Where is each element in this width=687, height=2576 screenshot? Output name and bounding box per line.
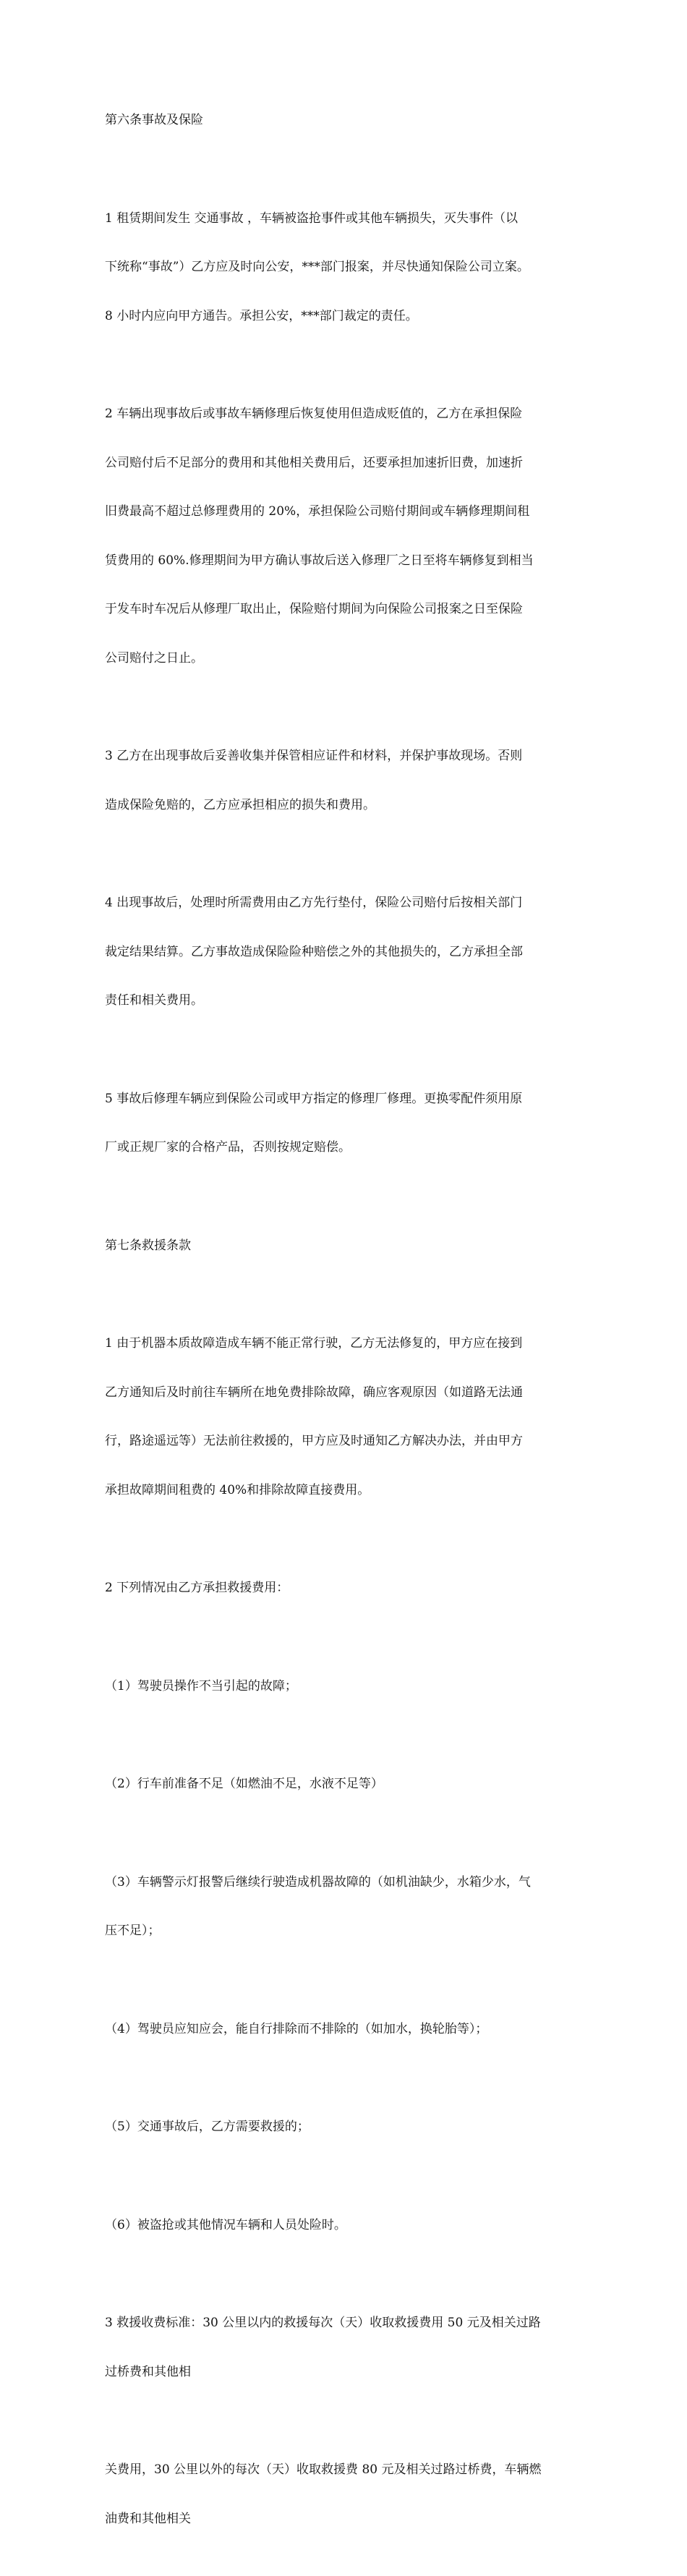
text-line: （6）被盗抢或其他情况车辆和人员处险时。 [105, 2217, 346, 2232]
text-line: （4）驾驶员应知应会，能自行排除而不排除的（如加水，换轮胎等）； [105, 2021, 488, 2036]
document-body [105, 80, 589, 2576]
paragraph-7-1 [105, 1303, 589, 1531]
text-line: 行，路途遥远等）无法前往救援的，甲方应及时通知乙方解决办法，并由甲方 [105, 1434, 523, 1448]
text-line: 责任和相关费用。 [105, 993, 203, 1008]
text-line: 油费和其他相关 [105, 2511, 191, 2526]
text-line: 4 出现事故后，处理时所需费用由乙方先行垫付，保险公司赔付后按相关部门 [105, 896, 523, 910]
text-line: 厂或正规厂家的合格产品，否则按规定赔偿。 [105, 1140, 351, 1155]
paragraph-6-2 [105, 373, 589, 699]
text-line: 下统称“事故”）乙方应及时向公安，***部门报案，并尽快通知保险公司立案。 [105, 260, 529, 274]
text-line: 承担故障期间租费的 40%和排除故障直接费用。 [105, 1482, 370, 1497]
text-line: 第七条救援条款 [105, 1238, 191, 1253]
text-line: （1）驾驶员操作不当引起的故障； [105, 1678, 297, 1693]
text-line: 8 小时内应向甲方通告。承担公安，***部门裁定的责任。 [105, 308, 418, 323]
paragraph-6-1 [105, 178, 589, 357]
text-line: 乙方通知后及时前往车辆所在地免费排除故障，确应客观原因（如道路无法通 [105, 1385, 523, 1400]
text-line: 旧费最高不超过总修理费用的 20%，承担保险公司赔付期间或车辆修理期间租 [105, 504, 530, 519]
text-line: 5 事故后修理车辆应到保险公司或甲方指定的修理厂修理。更换零配件须用原 [105, 1091, 523, 1106]
text-line: （3）车辆警示灯报警后继续行驶造成机器故障的（如机油缺少，水箱少水，气 [105, 1874, 531, 1890]
text-line: 1 由于机器本质故障造成车辆不能正常行驶，乙方无法修复的，甲方应在接到 [105, 1336, 523, 1351]
paragraph-6-4 [105, 862, 589, 1042]
text-line: 2 下列情况由乙方承担救援费用： [105, 1581, 289, 1595]
paragraph-7-3-continued [105, 2429, 589, 2559]
text-line: 1 租赁期间发生 交通事故 ，车辆被盗抢事件或其他车辆损失，灭失事件（以 [105, 211, 519, 226]
list-item-2 [105, 1743, 589, 1825]
text-line: 裁定结果结算。乙方事故造成保险险种赔偿之外的其他损失的，乙方承担全部 [105, 944, 523, 959]
text-line: 关费用，30 公里以外的每次（天）收取救援费 80 元及相关过路过桥费，车辆燃 [105, 2462, 542, 2477]
list-item-5 [105, 2086, 589, 2168]
text-line: 造成保险免赔的，乙方应承担相应的损失和费用。 [105, 797, 375, 812]
text-line: 公司赔付后不足部分的费用和其他相关费用后，还要承担加速折旧费，加速折 [105, 455, 523, 470]
paragraph-6-5 [105, 1058, 589, 1189]
text-line: 第六条事故及保险 [105, 113, 203, 127]
text-line: 2 车辆出现事故后或事故车辆修理后恢复使用但造成贬值的，乙方在承担保险 [105, 407, 523, 421]
text-line: 公司赔付之日止。 [105, 650, 203, 666]
text-line: 于发车时车况后从修理厂取出止，保险赔付期间为向保险公司报案之日至保险 [105, 602, 523, 616]
paragraph-6-3 [105, 715, 589, 846]
text-line: 3 乙方在出现事故后妥善收集并保管相应证件和材料，并保护事故现场。否则 [105, 749, 523, 763]
paragraph-7-3 [105, 2282, 589, 2413]
list-item-4 [105, 1989, 589, 2070]
list-item-6 [105, 2185, 589, 2266]
list-item-3 [105, 1842, 589, 1972]
text-line: （2）行车前准备不足（如燃油不足，水液不足等） [105, 1777, 383, 1791]
section-heading-article-6 [105, 80, 589, 161]
text-line: 压不足）； [105, 1924, 161, 1938]
paragraph-7-2 [105, 1547, 589, 1629]
list-item-1 [105, 1646, 589, 1727]
text-line: 赁费用的 60%.修理期间为甲方确认事故后送入修理厂之日至将车辆修复到相当 [105, 553, 534, 568]
section-heading-article-7 [105, 1205, 589, 1287]
text-line: 过桥费和其他相 [105, 2364, 191, 2379]
text-line: （5）交通事故后，乙方需要救援的； [105, 2120, 310, 2134]
text-line: 3 救援收费标准：30 公里以内的救援每次（天）收取救援费用 50 元及相关过路 [105, 2316, 541, 2330]
